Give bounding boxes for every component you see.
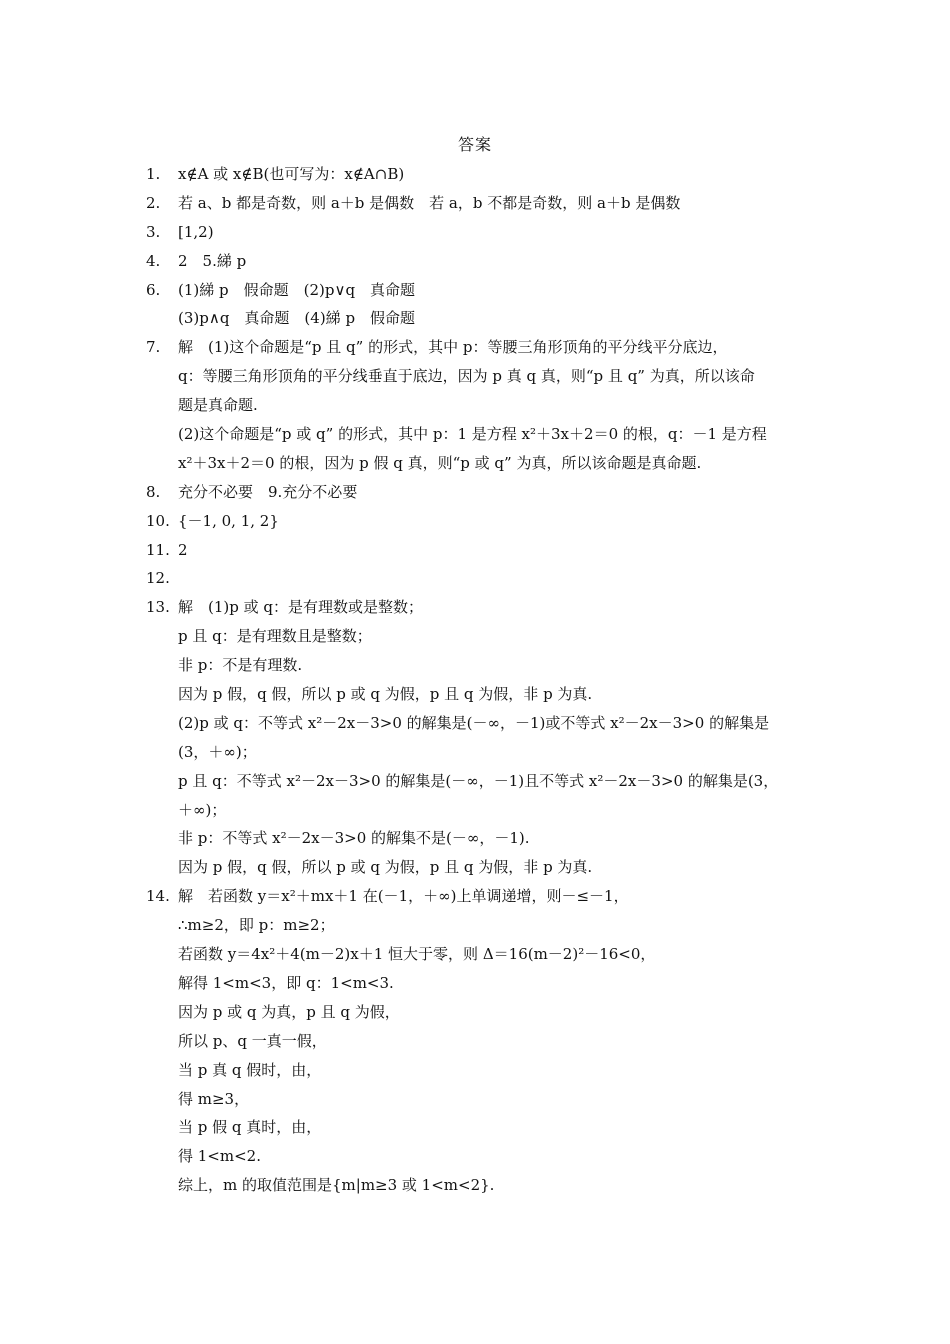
answer-line (146, 1085, 826, 1114)
answer-text: (1)綈 p 假命题 (2)p∨q 真命题 (178, 280, 416, 299)
answer-line (146, 1113, 826, 1142)
answer-text: 得 1<m<2. (178, 1147, 261, 1166)
answer-line (146, 160, 826, 189)
answer-text: 得 m≥3， (178, 1089, 250, 1108)
answer-text: 2 5.綈 p (178, 251, 247, 270)
answer-line (146, 478, 826, 507)
answer-line (146, 796, 826, 825)
answer-line (146, 391, 826, 420)
answer-line (146, 1056, 826, 1085)
answer-line (146, 709, 826, 738)
answer-line (146, 420, 826, 449)
answer-text: 非 p：不等式 x²－2x－3>0 的解集不是(－∞，－1). (178, 829, 530, 848)
answer-line (146, 362, 826, 391)
answer-line (146, 1027, 826, 1056)
answer-line (146, 940, 826, 969)
answer-line (146, 882, 826, 911)
answer-text: 当 p 真 q 假时，由， (178, 1060, 322, 1079)
answer-line (146, 767, 826, 796)
answer-number: 12. (146, 569, 170, 588)
answer-text: ∴m≥2，即 p：m≥2； (178, 916, 335, 935)
answer-text: x∉A 或 x∉B(也可写为：x∉A∩B) (178, 165, 405, 183)
answer-line (146, 304, 826, 333)
answer-line (146, 651, 826, 680)
answer-text: [1,2) (178, 222, 214, 241)
answer-line (146, 1142, 826, 1171)
answer-number: 10. (146, 511, 170, 530)
answer-line (146, 536, 826, 565)
answer-line (146, 1171, 826, 1200)
answer-number: 1. (146, 165, 161, 183)
answer-text: 因为 p 或 q 为真，p 且 q 为假， (178, 1002, 400, 1021)
answer-text: 所以 p、q 一真一假， (178, 1031, 327, 1050)
answer-text: 当 p 假 q 真时，由， (178, 1118, 322, 1137)
answer-line (146, 998, 826, 1027)
answer-list (146, 160, 826, 1200)
answer-number: 3. (146, 222, 161, 241)
answer-line (146, 824, 826, 853)
answer-line (146, 680, 826, 709)
answer-text: 题是真命题. (178, 396, 258, 415)
answer-line (146, 853, 826, 882)
answer-text: 因为 p 假，q 假，所以 p 或 q 为假，p 且 q 为假，非 p 为真. (178, 858, 593, 877)
answer-text: ＋∞)； (178, 800, 227, 819)
answer-text: 2 (178, 540, 188, 559)
answer-line (146, 276, 826, 305)
answer-line (146, 218, 826, 247)
answer-number: 7. (146, 338, 161, 357)
answer-line (146, 564, 826, 593)
answer-number: 2. (146, 193, 161, 212)
answer-text: p 且 q：不等式 x²－2x－3>0 的解集是(－∞，－1)且不等式 x²－2x－3>0 的解集是(3， (178, 771, 779, 790)
answer-number: 8. (146, 482, 161, 501)
answer-line (146, 189, 826, 218)
answer-line (146, 911, 826, 940)
answer-text: 解 (1)p 或 q：是有理数或是整数； (178, 598, 423, 617)
answer-line (146, 622, 826, 651)
answer-text: 综上，m 的取值范围是{m|m≥3 或 1<m<2}. (178, 1176, 495, 1195)
answer-number: 13. (146, 598, 170, 617)
answer-text: 解得 1<m<3，即 q：1<m<3. (178, 973, 394, 992)
answer-text: 解 (1)这个命题是“p 且 q” 的形式，其中 p：等腰三角形顶角的平分线平分底边， (178, 338, 728, 357)
answer-text: p 且 q：是有理数且是整数； (178, 627, 372, 646)
answer-text: x²＋3x＋2＝0 的根，因为 p 假 q 真，则“p 或 q” 为真，所以该命题是真命题. (178, 453, 702, 472)
answer-text: 解 若函数 y＝x²＋mx＋1 在(－1，＋∞)上单调递增，则－≤－1， (178, 887, 629, 906)
answer-text: 充分不必要 9.充分不必要 (178, 482, 358, 501)
answer-text: (2)p 或 q：不等式 x²－2x－3>0 的解集是(－∞，－1)或不等式 x²－2x－3>0 的解集是 (178, 713, 770, 732)
answer-number: 6. (146, 280, 161, 299)
page-title: 答案 (457, 135, 492, 154)
answer-text: 若函数 y＝4x²＋4(m－2)x＋1 恒大于零，则 Δ＝16(m－2)²－16<0， (178, 945, 656, 964)
answer-number: 14. (146, 887, 170, 906)
answer-line (146, 507, 826, 536)
answer-text: {－1, 0, 1, 2} (178, 511, 279, 530)
answer-text: 因为 p 假，q 假，所以 p 或 q 为假，p 且 q 为假，非 p 为真. (178, 685, 593, 704)
answer-text: 非 p：不是有理数. (178, 656, 303, 675)
answer-text: (3，＋∞)； (178, 742, 257, 761)
answer-number: 11. (146, 540, 170, 559)
answer-line (146, 449, 826, 478)
answer-line (146, 333, 826, 362)
answer-line (146, 247, 826, 276)
answer-line (146, 969, 826, 998)
answer-text: 若 a、b 都是奇数，则 a＋b 是偶数 若 a，b 不都是奇数，则 a＋b 是偶数 (178, 193, 681, 212)
answer-text: (2)这个命题是“p 或 q” 的形式，其中 p：1 是方程 x²＋3x＋2＝0 的根，q：－1 是方程 (178, 425, 767, 444)
answer-text: q：等腰三角形顶角的平分线垂直于底边，因为 p 真 q 真，则“p 且 q” 为真，所以该命 (178, 367, 755, 386)
answer-line (146, 593, 826, 622)
answer-text: (3)p∧q 真命题 (4)綈 p 假命题 (178, 309, 416, 328)
answer-number: 4. (146, 251, 161, 270)
answer-line (146, 738, 826, 767)
